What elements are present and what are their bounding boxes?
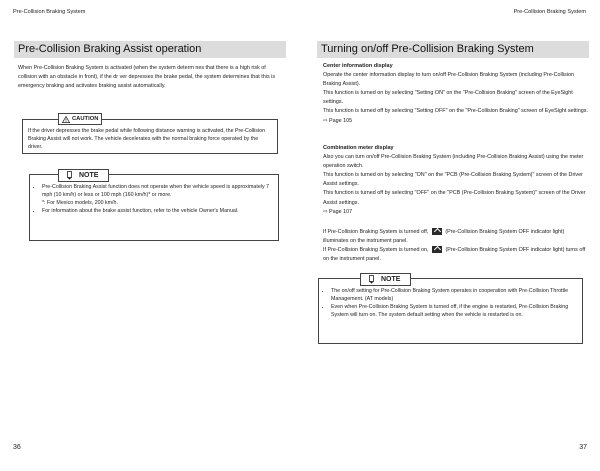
note-footnote: *: For Mexico models, 200 km/h. (42, 199, 118, 206)
paragraph: This function is turned on by selecting "ON" on the "PCB (Pre-Collision Braking System)" screen of the Driver Assist settings. (323, 172, 583, 188)
paragraph: Operate the center information display to turn on/off Pre-Collision Braking System (including Pre-Collision Braking Assist). (323, 72, 574, 88)
pencil-note-icon (66, 171, 73, 180)
page-number: 37 (579, 444, 587, 451)
note-item: • For information about the brake assist function, refer to the vehicle Owner's Manual. (42, 208, 275, 216)
paragraph: This function is turned on by selecting "Setting ON" on the "Pre-Collision Braking" screen of the EyeSight settings. (323, 90, 573, 106)
section-title: Pre-Collision Braking Assist operation (14, 41, 286, 58)
intro-paragraph: When Pre-Collision Braking System is activated (when the system determ nes that there is a high risk of collision with an obstacle in front), if the dr ver depresses the brake pedal, the system determines that this is emergency braking and activates braking assist automatically. (18, 65, 276, 90)
status-on-text: If Pre-Collision Braking System is turned on, (323, 247, 429, 254)
right-page (300, 0, 600, 471)
note-items (324, 288, 579, 320)
subsection-heading: Combination meter display (323, 145, 394, 151)
caution-label-text: CAUTION (72, 116, 99, 122)
pcb-off-indicator-icon (432, 228, 442, 235)
paragraph: This function is turned off by selecting "Setting OFF" on the "Pre-Collision Braking" screen of EyeSight settings. (323, 108, 588, 115)
combo-meter-section (323, 144, 588, 217)
caution-label (58, 113, 102, 125)
subsection-heading: Center information display (323, 63, 393, 69)
paragraph: Also you can turn on/off Pre-Collision Braking System (including Pre-Collision Braking Assist) using the meter operation switch. (323, 154, 584, 170)
note-box (318, 278, 583, 344)
running-head: Pre-Collision Braking System (13, 9, 86, 15)
status-on-text-cont: (Pre-Collision Braking System OFF indicator light) turns off on the instrument panel. (323, 247, 586, 263)
note-label-text: NOTE (79, 172, 99, 179)
page-reference: ⇨ Page 107 (323, 208, 353, 215)
note-item: • Even when Pre-Collision Braking System is turned off, if the engine is restarted, Pre-Collision Braking System will turn on. The system default setting when the vehicle is restarted is on. (331, 304, 579, 320)
running-head: Pre-Collision Braking System (513, 9, 586, 15)
status-off-text-cont: (Pre-Collision Braking System OFF indicator light) illuminates on the instrument panel. (323, 229, 565, 245)
pcb-off-indicator-icon (432, 246, 442, 253)
note-label-text: NOTE (381, 276, 401, 283)
status-off-text: If Pre-Collision Braking System is turned off, (323, 229, 429, 235)
page-reference: ⇨ Page 105 (323, 117, 353, 124)
note-item: • Pre-Collision Braking Assist function does not operate when the vehicle speed is approximately 7 mph (10 km/h) or less or 100 mph (160 km/h)* or more. (42, 184, 275, 200)
note-items (35, 184, 275, 216)
page-number: 36 (13, 444, 21, 451)
indicator-status-section (323, 228, 588, 264)
warning-triangle-icon (62, 116, 70, 123)
status-off-paragraph (323, 228, 588, 246)
pencil-note-icon (368, 275, 375, 284)
center-display-section (323, 62, 588, 126)
caution-text: If the driver depresses the brake pedal while following distance warning is activated, the Pre-Collision Braking Assist will not work. The vehicle decelerates with the normal braking force operated by the driver. (28, 128, 266, 151)
note-box (29, 174, 279, 241)
status-on-paragraph (323, 246, 588, 264)
paragraph: This function is turned off by selecting "OFF" on the "PCB (Pre-Collision Braking System)" screen of the Driver Assist settings. (323, 190, 586, 206)
section-title: Turning on/off Pre-Collision Braking System (317, 41, 589, 58)
note-label (58, 169, 109, 182)
caution-box (22, 116, 278, 154)
note-label (360, 273, 411, 286)
note-item: • The on/off setting for Pre-Collision Braking System operates in cooperation with Pre-Collision Throttle Management. (AT models) (331, 288, 579, 304)
